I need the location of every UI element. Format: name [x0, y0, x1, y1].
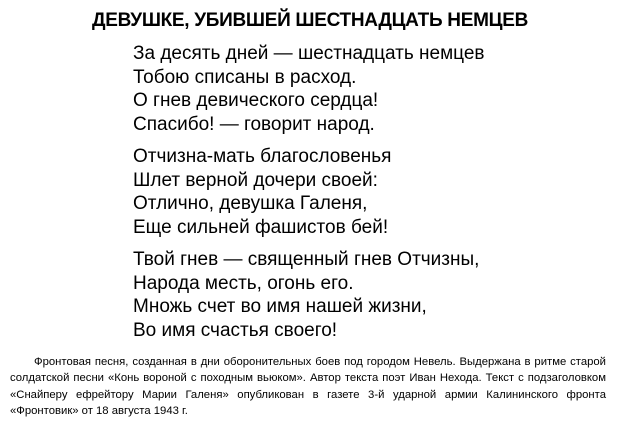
poem-line: Отлично, девушка Галеня, — [133, 193, 368, 214]
poem-title: ДЕВУШКЕ, УБИВШЕЙ ШЕСТНАДЦАТЬ НЕМЦЕВ — [92, 10, 528, 31]
stanza-1 — [133, 42, 603, 136]
poem-line: Во имя счастья своего! — [133, 319, 338, 341]
poem-line: Народа месть, огонь его. — [133, 272, 354, 294]
poem-line: Тобою списаны в расход. — [133, 66, 357, 88]
poem-line: Спасибо! — говорит народ. — [133, 113, 375, 135]
footnote: Фронтовая песня, созданная в дни оборонительных боев под городом Невель. Выдержана в ритме старой солдатской песни «Конь вороной с походным вьюком». Автор текста поэт Иван Нехода. Текст с подзаголовком «Снайперу ефрейтору Марии Галеня» опубликован в газете 3-й ударной армии Калининского фронта «Фронтовик» от 18 августа 1943 г. — [10, 356, 606, 417]
poem-line: За десять дней — шестнадцать немцев — [133, 43, 485, 64]
poem-body — [133, 42, 603, 351]
poem-line: Еще сильней фашистов бей! — [133, 216, 389, 238]
poem-line: Шлет верной дочери своей: — [133, 169, 378, 191]
stanza-3 — [133, 248, 603, 342]
poem-line: О гнев девического сердца! — [133, 90, 379, 111]
poem-line: Отчизна-мать благословенья — [133, 146, 392, 167]
stanza-2 — [133, 145, 603, 239]
poem-line: Множь счет во имя нашей жизни, — [133, 296, 427, 317]
poem-line: Твой гнев — священный гнев Отчизны, — [133, 249, 480, 270]
